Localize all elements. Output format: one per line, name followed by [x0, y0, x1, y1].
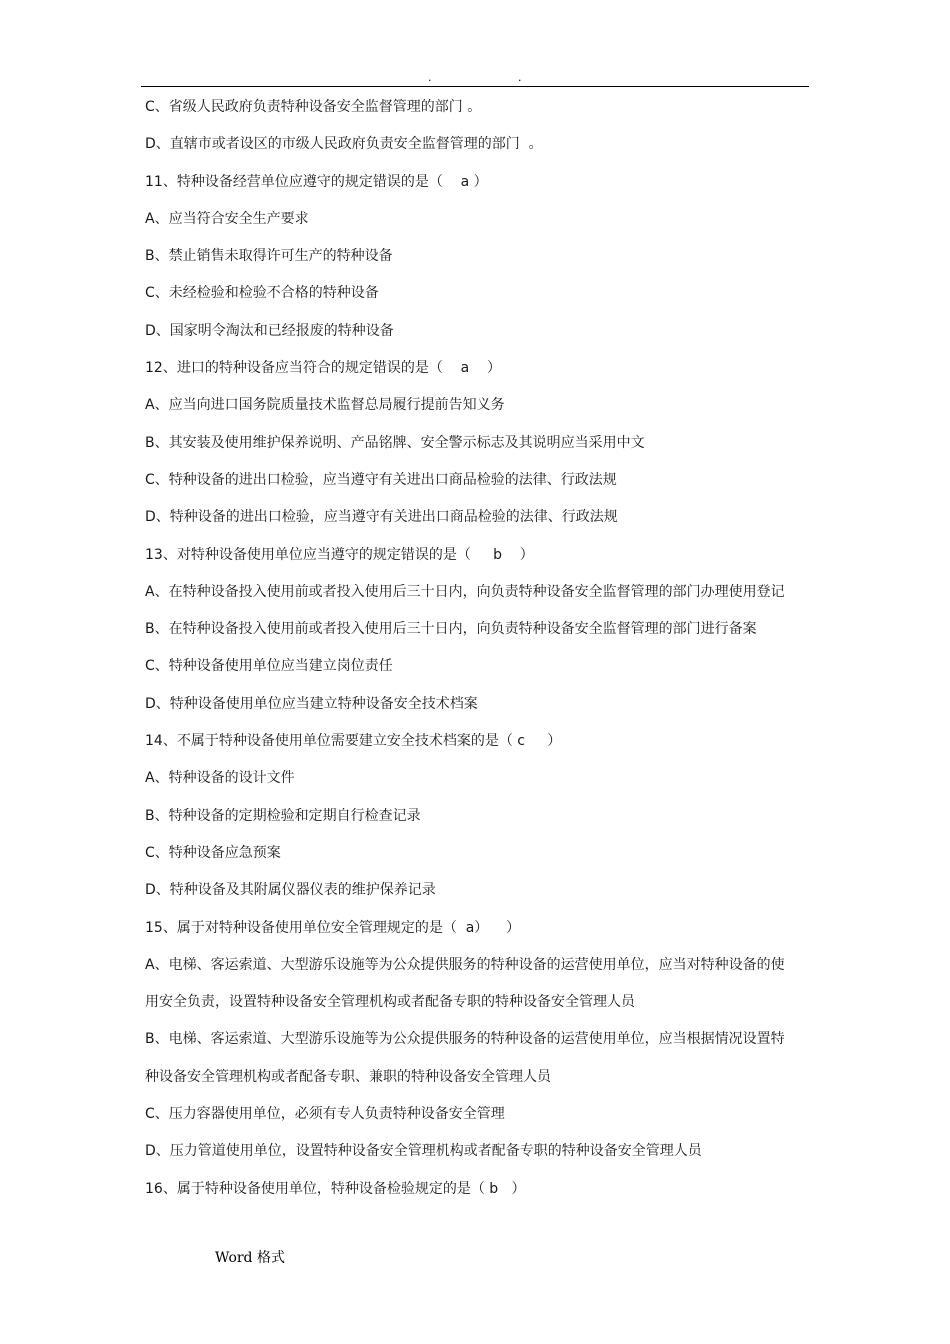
question-11: 11、特种设备经营单位应遵守的规定错误的是（ a ） [145, 173, 488, 190]
option-line-continued: 用安全负责，设置特种设备安全管理机构或者配备专职的特种设备安全管理人员 [145, 994, 635, 1011]
option-line: A、应当向进口国务院质量技术监督总局履行提前告知义务 [145, 397, 505, 414]
option-line: C、省级人民政府负责特种设备安全监督管理的部门 。 [145, 99, 482, 115]
option-line: C、特种设备使用单位应当建立岗位责任 [145, 658, 393, 675]
option-line: B、电梯、客运索道、大型游乐设施等为公众提供服务的特种设备的运营使用单位，应当根据情况设置特 [145, 1031, 785, 1048]
option-line: C、未经检验和检验不合格的特种设备 [145, 285, 379, 302]
option-line: A、电梯、客运索道、大型游乐设施等为公众提供服务的特种设备的运营使用单位，应当对特种设备的使 [145, 956, 785, 973]
option-line: A、特种设备的设计文件 [145, 770, 295, 787]
option-line: D、国家明令淘汰和已经报废的特种设备 [145, 322, 394, 339]
option-line: B、其安装及使用维护保养说明、产品铭牌、安全警示标志及其说明应当采用中文 [145, 434, 645, 451]
document-body [145, 94, 810, 1213]
header-rule [141, 86, 809, 87]
option-line: D、特种设备及其附属仪器仪表的维护保养记录 [145, 882, 436, 899]
option-line: D、压力管道使用单位，设置特种设备安全管理机构或者配备专职的特种设备安全管理人员 [145, 1143, 702, 1160]
footer-label: Word 格式 [215, 1250, 285, 1266]
option-line: A、在特种设备投入使用前或者投入使用后三十日内，向负责特种设备安全监督管理的部门办理使用登记 [145, 583, 785, 600]
header-dot-right: . [518, 71, 522, 84]
question-14: 14、不属于特种设备使用单位需要建立安全技术档案的是（ c ） [145, 733, 562, 750]
question-12: 12、进口的特种设备应当符合的规定错误的是（ a ） [145, 360, 501, 377]
option-line: B、特种设备的定期检验和定期自行检查记录 [145, 807, 421, 824]
question-13: 13、对特种设备使用单位应当遵守的规定错误的是（ b ） [145, 546, 534, 563]
option-line: C、特种设备的进出口检验，应当遵守有关进出口商品检验的法律、行政法规 [145, 471, 617, 488]
header-dot-left: . [428, 71, 432, 84]
option-line: D、直辖市或者设区的市级人民政府负责安全监督管理的部门 。 [145, 136, 543, 153]
option-line: D、特种设备使用单位应当建立特种设备安全技术档案 [145, 695, 478, 712]
option-line: D、特种设备的进出口检验，应当遵守有关进出口商品检验的法律、行政法规 [145, 509, 618, 526]
option-line: B、在特种设备投入使用前或者投入使用后三十日内，向负责特种设备安全监督管理的部门进行备案 [145, 621, 757, 638]
option-line-continued: 种设备安全管理机构或者配备专职、兼职的特种设备安全管理人员 [145, 1068, 551, 1085]
question-16: 16、属于特种设备使用单位，特种设备检验规定的是（ b ） [145, 1180, 526, 1197]
option-line: A、应当符合安全生产要求 [145, 210, 309, 227]
question-15: 15、属于对特种设备使用单位安全管理规定的是（ a） ） [145, 919, 521, 936]
option-line: C、特种设备应急预案 [145, 844, 281, 861]
option-line: B、禁止销售未取得许可生产的特种设备 [145, 248, 393, 265]
option-line: C、压力容器使用单位，必须有专人负责特种设备安全管理 [145, 1106, 505, 1123]
